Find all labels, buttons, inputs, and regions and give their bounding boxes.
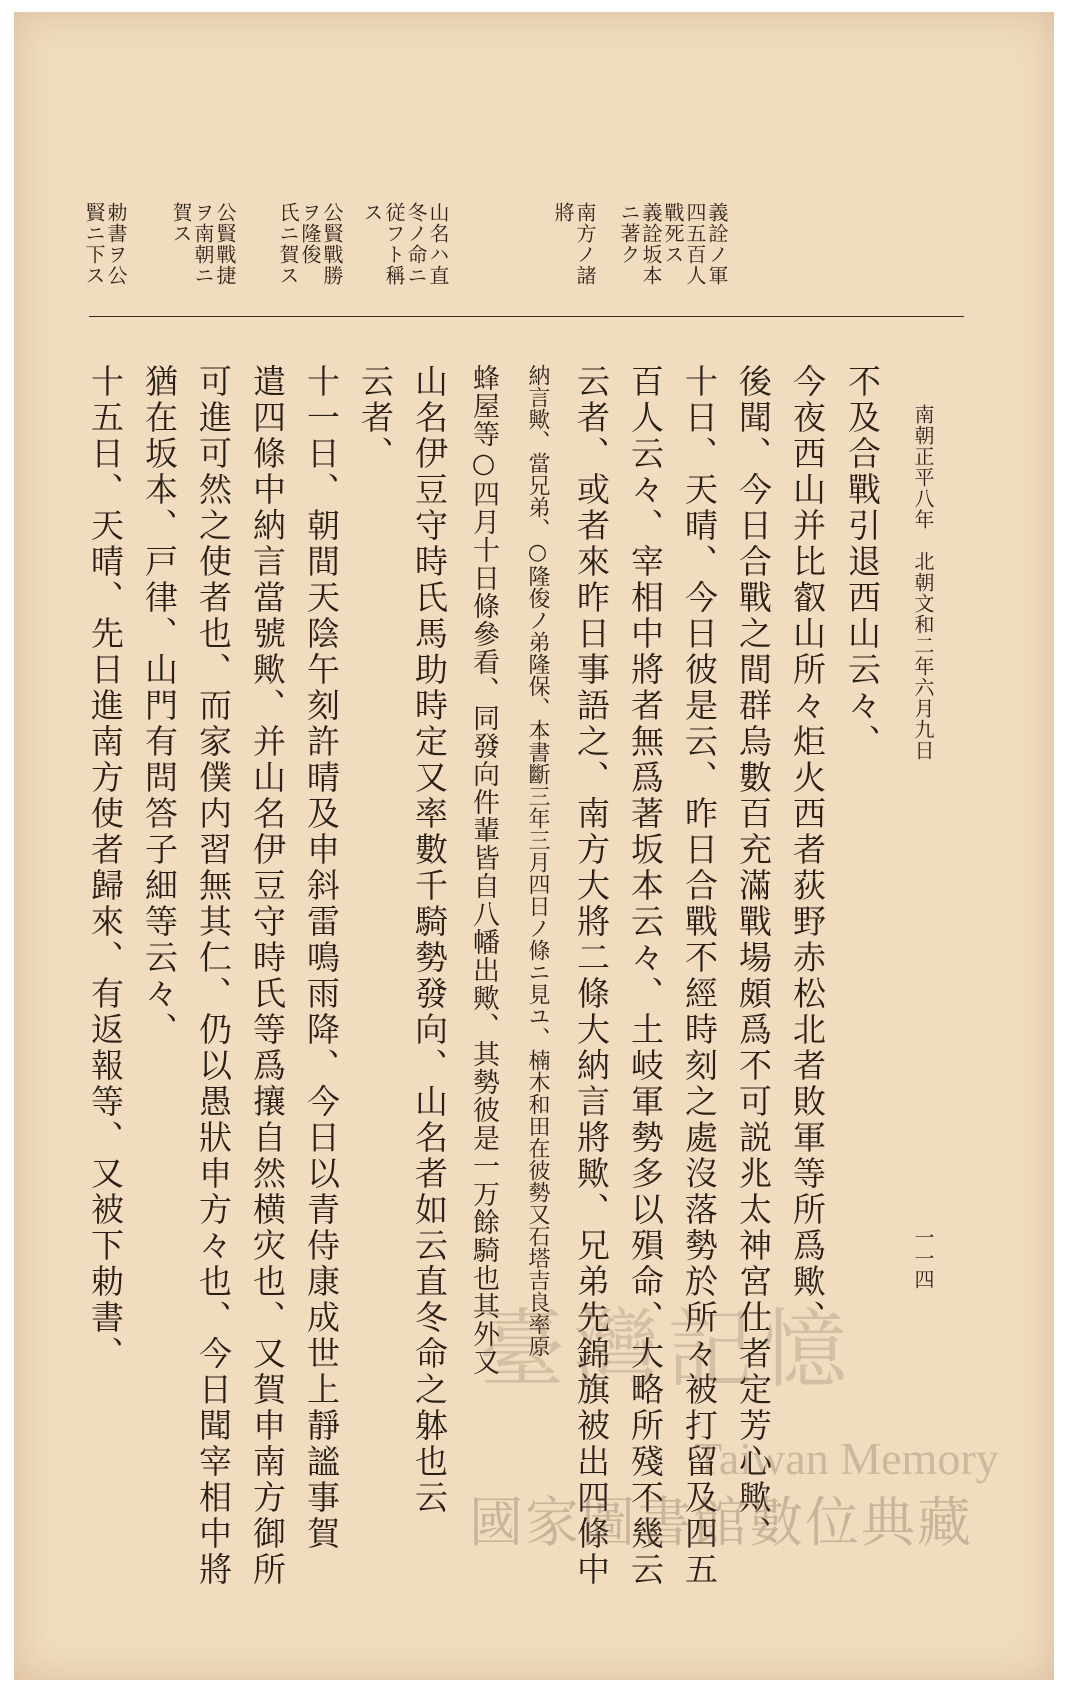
head-note: ヲ南朝ニ: [191, 202, 215, 286]
body-line: 後聞、今日合戰之間群烏數百充滿戰場頗爲不可説兆太神宮仕者定芳心歟、: [734, 364, 773, 1552]
body-line: 猶在坂本、戸律、山門有問答子細等云々、: [140, 364, 179, 1048]
head-note: 戰死ス: [661, 202, 685, 265]
body-line: 遣四條中納言當號歟、并山名伊豆守時氏等爲攘自然横灾也、又賀申南方御所: [248, 364, 287, 1588]
head-note: 勅書ヲ公: [104, 202, 128, 286]
body-line: 云者、: [356, 364, 395, 472]
head-note: 賀ス: [169, 202, 193, 244]
body-line: 山名伊豆守時氏馬助時定又率數千騎勢發向、山名者如云直冬命之躰也云: [410, 364, 449, 1516]
head-note: 冬ノ命ニ: [404, 202, 428, 286]
body-line: 不及合戰引退西山云々、: [843, 364, 882, 760]
head-note: 公賢戰捷: [213, 202, 237, 286]
watermark-chinese-title: 臺灣記憶: [479, 1300, 855, 1400]
head-note: 公賢戰勝: [320, 202, 344, 286]
book-page: [14, 12, 1054, 1680]
head-note: 南方ノ諸: [573, 202, 597, 286]
head-note: 従フト稱: [382, 202, 406, 286]
head-note: 賢ニ下ス: [82, 202, 106, 286]
body-line: 十日、天晴、今日彼是云、昨日合戰不經時刻之處沒落勢於所々被打留及四五: [680, 364, 719, 1588]
head-note: 將: [551, 202, 575, 223]
head-note: ニ著ク: [617, 202, 641, 265]
watermark-institution: 國家圖書館數位典藏: [469, 1491, 973, 1554]
body-line: 云者、或者來昨日事語之、南方大將二條大納言將歟、兄弟先錦旗被出四條中: [572, 364, 611, 1588]
watermark-english-title: Taiwan Memory: [694, 1433, 999, 1484]
body-line: 納言歟、當兄弟、○隆俊ノ弟隆保、本書斷三年三月四日ノ條ニ見ユ、楠木和田在彼勢又石塔吉良率原: [525, 364, 550, 1357]
head-note: ス: [360, 202, 384, 223]
head-note: 四五百人: [683, 202, 707, 286]
head-note: 義詮坂本: [639, 202, 663, 286]
body-line: 十五日、天晴、先日進南方使者歸來、有返報等、又被下勅書、: [86, 364, 125, 1372]
body-line: 蜂屋等○四月十日條參看、同發向件輩皆自八幡出歟、其勢彼是一万餘騎也其外又: [468, 364, 499, 1376]
head-note: 山名ハ直: [426, 202, 450, 286]
page-number: 一一四: [911, 1227, 935, 1290]
body-line: 十一日、朝間天陰午刻許晴及申斜雷鳴雨降、今日以青侍康成世上靜謐事賀: [302, 364, 341, 1552]
body-line: 今夜西山并比叡山所々炬火西者荻野赤松北者敗軍等所爲歟、: [788, 364, 827, 1336]
body-line: 可進可然之使者也、而家僕内習無其仁、仍以愚狀申方々也、今日聞宰相中將: [194, 364, 233, 1588]
head-note: 氏ニ賀ス: [276, 202, 300, 286]
body-line: 百人云々、宰相中將者無爲著坂本云々、土岐軍勢多以殞命、大略所殘不幾云: [626, 364, 665, 1588]
headnote-divider: [89, 316, 964, 317]
head-note: 義詮ノ軍: [705, 202, 729, 286]
head-note: ヲ隆俊: [298, 202, 322, 265]
running-header-date: 南朝正平八年 北朝文和二年六月九日: [911, 404, 935, 761]
